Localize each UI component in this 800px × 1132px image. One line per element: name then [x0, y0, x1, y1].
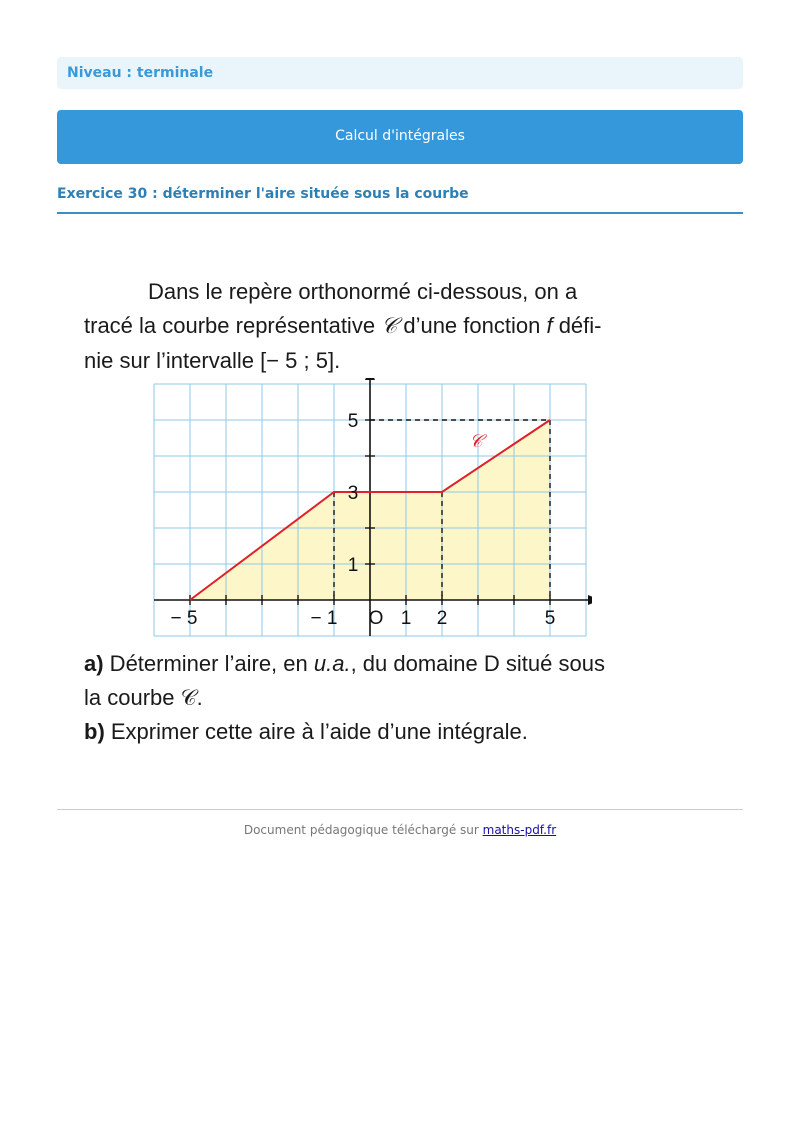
- statement-line-2: [84, 309, 658, 344]
- question-b: [84, 715, 658, 749]
- x-tick-label: 5: [544, 608, 556, 629]
- level-box: [57, 57, 743, 89]
- exercise-title: Exercice 30 : déterminer l'aire située sous la courbe: [57, 186, 469, 202]
- footer: [0, 823, 800, 837]
- unit-label: u.a.: [313, 651, 351, 676]
- statement-text: d’une fonction: [397, 313, 547, 338]
- curve-label: 𝒞: [469, 430, 483, 452]
- curve-symbol: 𝒞: [381, 314, 398, 339]
- question-a-label: a): [84, 651, 104, 676]
- footer-divider: [57, 809, 743, 810]
- function-graph: [150, 378, 592, 640]
- title-bar: [57, 110, 743, 164]
- footer-link[interactable]: maths-pdf.fr: [482, 823, 557, 837]
- question-b-label: b): [84, 719, 105, 744]
- statement-text: tracé la courbe représentative: [84, 313, 382, 338]
- x-tick-label: O: [368, 608, 384, 629]
- question-a-continued: la courbe 𝒞.: [84, 685, 203, 710]
- question-b-text: Exprimer cette aire à l’aide d’une intégrale.: [104, 719, 528, 744]
- page-title: Calcul d'intégrales: [335, 128, 465, 144]
- y-tick-label: 5: [347, 411, 359, 432]
- question-a-text-2: , du domaine D situé sous: [350, 651, 605, 676]
- footer-text: Document pédagogique téléchargé sur: [243, 823, 483, 837]
- y-tick-label: 3: [347, 483, 359, 504]
- questions: [84, 647, 658, 749]
- y-tick-label: 1: [347, 555, 359, 576]
- statement-line-3: nie sur l’intervalle [− 5 ; 5].: [84, 348, 341, 373]
- question-a: [84, 647, 658, 681]
- x-tick-label: − 5: [170, 608, 198, 629]
- question-a-text: Déterminer l’aire, en: [103, 651, 314, 676]
- x-tick-label: 2: [436, 608, 448, 629]
- statement-line-1: Dans le repère orthonormé ci-dessous, on a: [148, 279, 578, 304]
- x-tick-label: 1: [400, 608, 412, 629]
- exercise-divider: [57, 212, 743, 214]
- x-tick-label: − 1: [310, 608, 338, 629]
- level-label: Niveau : terminale: [67, 65, 214, 81]
- y-axis-arrow: [365, 378, 375, 380]
- exercise-statement: [84, 275, 658, 378]
- function-name: f: [546, 313, 553, 338]
- statement-text: défi-: [552, 313, 602, 338]
- x-axis-arrow: [588, 595, 592, 605]
